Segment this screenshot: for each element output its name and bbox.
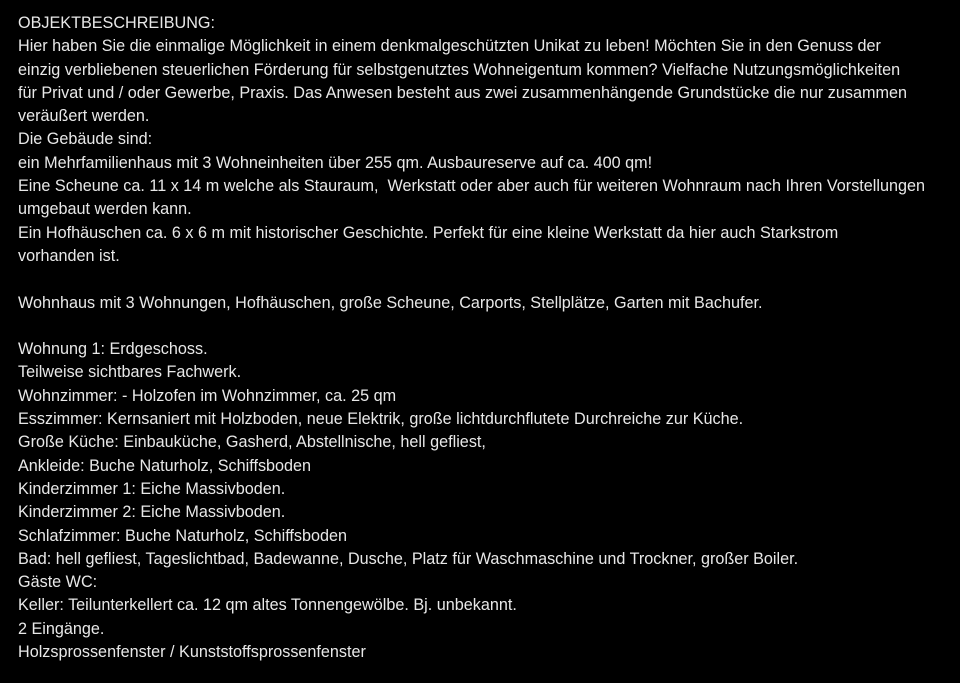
text-line: vorhanden ist. <box>18 246 120 265</box>
blank-line <box>18 315 943 338</box>
text-line: Bad: hell gefliest, Tageslichtbad, Badewanne, Dusche, Platz für Waschmaschine und Trockner, großer Boiler. <box>18 549 799 568</box>
property-description <box>18 12 943 664</box>
text-line: Die Gebäude sind: <box>18 130 153 149</box>
text-line: Kinderzimmer 2: Eiche Massivboden. <box>18 503 286 522</box>
text-line: Wohnung 1: Erdgeschoss. <box>18 340 208 359</box>
text-line: umgebaut werden kann. <box>18 200 192 219</box>
text-line: Hier haben Sie die einmalige Möglichkeit in einem denkmalgeschützten Unikat zu leben! Möchten Sie in den Genuss der <box>18 37 881 56</box>
text-line: Eine Scheune ca. 11 x 14 m welche als Stauraum, Werkstatt oder aber auch für weiteren Wohnraum nach Ihren Vorstellungen <box>18 177 925 196</box>
text-line: Teilweise sichtbares Fachwerk. <box>18 363 242 382</box>
text-line: Holzsprossenfenster / Kunststoffsprossenfenster <box>18 643 366 662</box>
text-line: Schlafzimmer: Buche Naturholz, Schiffsboden <box>18 526 348 545</box>
text-line: für Privat und / oder Gewerbe, Praxis. Das Anwesen besteht aus zwei zusammenhängende Grundstücke die nur zusammen <box>18 83 907 102</box>
text-line: 2 Eingänge. <box>18 619 105 638</box>
text-line: Große Küche: Einbauküche, Gasherd, Abstellnische, hell gefliest, <box>18 433 486 452</box>
text-line: Esszimmer: Kernsaniert mit Holzboden, neue Elektrik, große lichtdurchflutete Durchreiche zur Küche. <box>18 410 744 429</box>
text-line: Wohnhaus mit 3 Wohnungen, Hofhäuschen, große Scheune, Carports, Stellplätze, Garten mit Bachufer. <box>18 293 763 312</box>
text-line: Wohnzimmer: - Holzofen im Wohnzimmer, ca. 25 qm <box>18 386 397 405</box>
text-line: Kinderzimmer 1: Eiche Massivboden. <box>18 479 286 498</box>
text-line: ein Mehrfamilienhaus mit 3 Wohneinheiten über 255 qm. Ausbaureserve auf ca. 400 qm! <box>18 153 653 172</box>
section-heading: OBJEKTBESCHREIBUNG: <box>18 14 215 32</box>
text-line: Gäste WC: <box>18 573 98 592</box>
blank-line <box>18 268 943 291</box>
text-line: einzig verbliebenen steuerlichen Förderung für selbstgenutztes Wohneigentum kommen? Vielfache Nutzungsmöglichkeiten <box>18 60 901 79</box>
text-line: veräußert werden. <box>18 107 150 126</box>
text-line: Ein Hofhäuschen ca. 6 x 6 m mit historischer Geschichte. Perfekt für eine kleine Werkstatt da hier auch Starkstrom <box>18 223 839 242</box>
text-line: Keller: Teilunterkellert ca. 12 qm altes Tonnengewölbe. Bj. unbekannt. <box>18 596 517 615</box>
text-line: Ankleide: Buche Naturholz, Schiffsboden <box>18 456 312 475</box>
